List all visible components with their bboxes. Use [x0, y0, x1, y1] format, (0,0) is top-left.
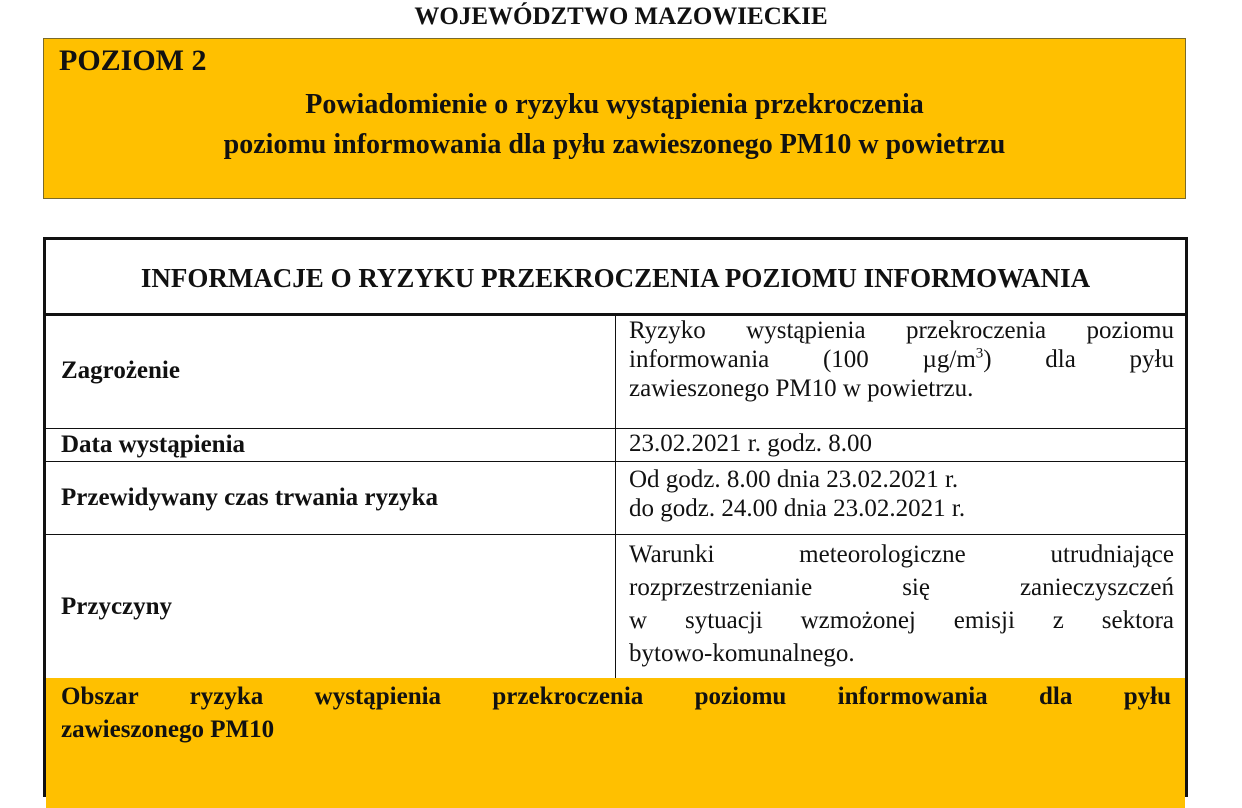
table-title: INFORMACJE O RYZYKU PRZEKROCZENIA POZIOMU INFORMOWANIA [46, 240, 1185, 316]
alert-level-label: POZIOM 2 [59, 44, 207, 77]
row-value-date [629, 429, 1174, 458]
row-label-date: Data wystąpienia [46, 429, 616, 461]
table-row-threat [46, 313, 1185, 429]
causes-line-2: rozprzestrzenianie się zanieczyszczeń [629, 574, 1174, 601]
date-line-1: 23.02.2021 r. godz. 8.00 [629, 430, 873, 457]
threat-line-3: zawieszonego PM10 w powietrzu. [629, 375, 974, 402]
threat-line-1: Ryzyko wystąpienia przekroczenia poziomu [629, 317, 1174, 344]
notice-title [44, 85, 1185, 165]
info-table [43, 237, 1188, 797]
row-label-causes: Przyczyny [46, 535, 616, 678]
superscript-exponent: 3 [975, 345, 984, 362]
row-label-duration: Przewidywany czas trwania ryzyka [46, 462, 616, 534]
row-value-threat [629, 313, 1174, 403]
row-value-causes [629, 535, 1174, 670]
region-title: WOJEWÓDZTWO MAZOWIECKIE [414, 3, 828, 30]
notice-title-line-1: Powiadomienie o ryzyku wystąpienia przekroczenia [305, 89, 924, 120]
threat-line-2: informowania (100 $\mu g/m^3$) dla pyłu [629, 345, 1174, 373]
causes-line-4: bytowo-komunalnego. [629, 640, 855, 667]
risk-area-title-line-2: zawieszonego PM10 [61, 716, 275, 743]
alert-level-box [43, 38, 1186, 199]
risk-area-section [46, 678, 1185, 808]
causes-line-3: w sytuacji wzmożonej emisji z sektora [629, 607, 1174, 634]
row-value-duration [629, 462, 1174, 523]
table-row-date [46, 429, 1185, 462]
table-row-causes [46, 535, 1185, 678]
causes-line-1: Warunki meteorologiczne utrudniające [629, 541, 1174, 568]
duration-line-2: do godz. 24.00 dnia 23.02.2021 r. [629, 495, 966, 522]
row-label-threat: Zagrożenie [46, 313, 616, 428]
risk-area-title-line-1: Obszar ryzyka wystąpienia przekroczenia poziomu informowania dla pyłu [61, 683, 1171, 710]
duration-line-1: Od godz. 8.00 dnia 23.02.2021 r. [629, 466, 959, 493]
table-row-duration [46, 462, 1185, 535]
notice-title-line-2: poziomu informowania dla pyłu zawieszonego PM10 w powietrzu [223, 129, 1006, 160]
